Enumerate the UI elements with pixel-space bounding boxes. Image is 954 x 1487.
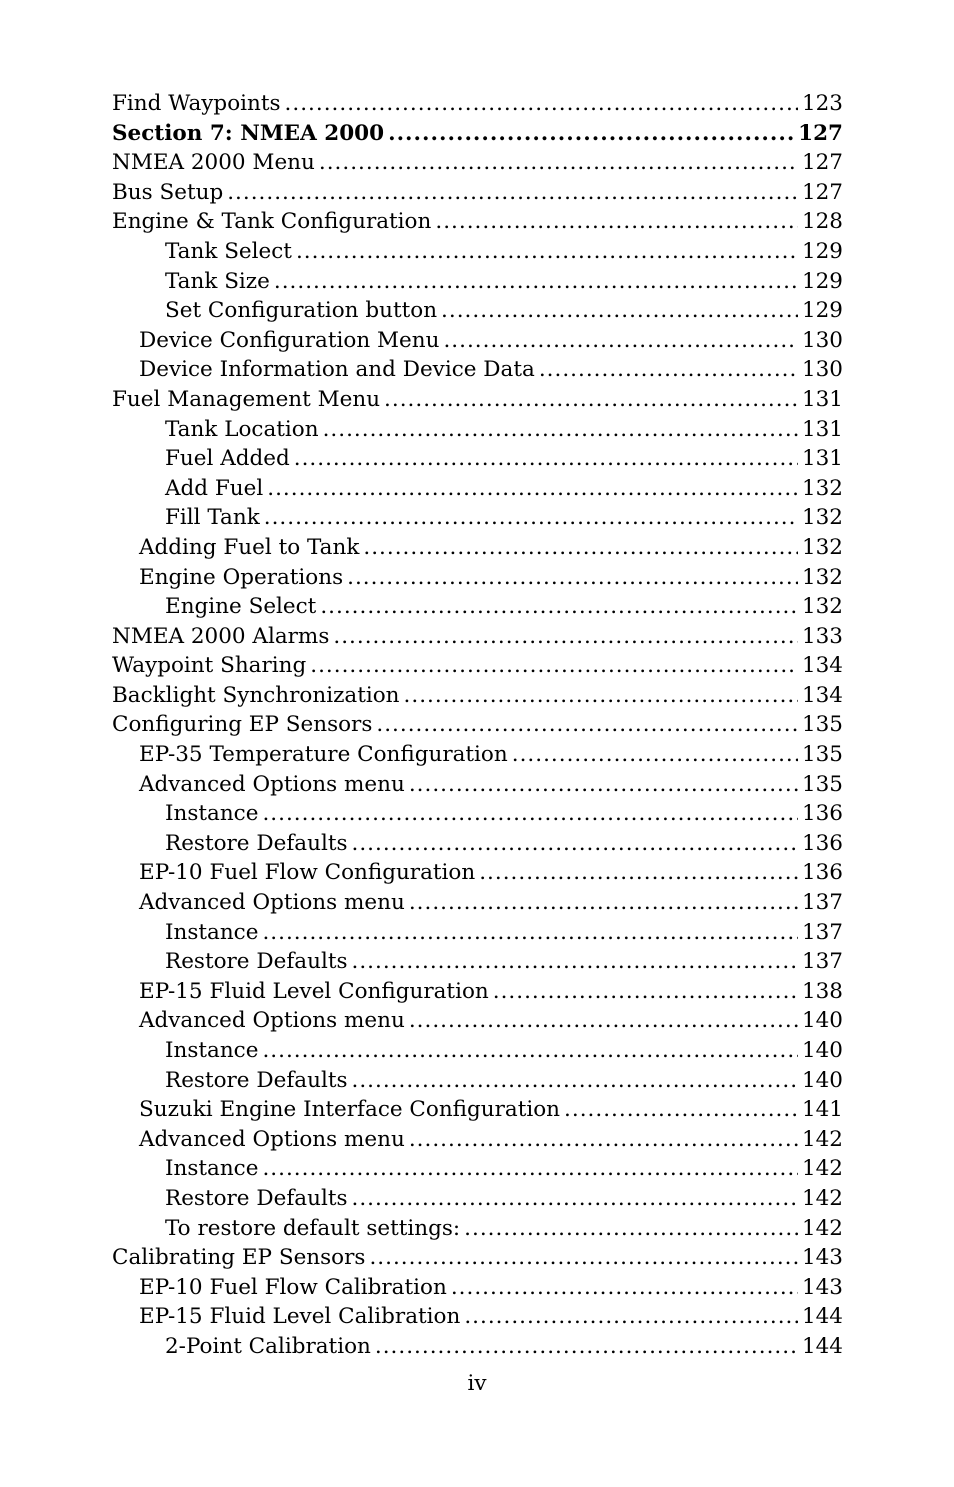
toc-entry-title: Waypoint Sharing — [112, 653, 307, 679]
toc-entry-title: Advanced Options menu — [139, 1008, 405, 1034]
dot-leader — [464, 1302, 798, 1332]
dot-leader — [319, 148, 798, 178]
dot-leader — [409, 770, 798, 800]
dot-leader — [264, 503, 798, 533]
toc-entry-title: Instance — [165, 1156, 259, 1182]
toc-entry[interactable] — [112, 503, 843, 533]
toc-entry[interactable] — [112, 681, 843, 711]
toc-entry-page-number: 143 — [801, 1245, 843, 1271]
toc-entry[interactable] — [112, 829, 843, 859]
toc-entry[interactable] — [112, 1066, 843, 1096]
dot-leader — [285, 89, 798, 119]
toc-entry[interactable] — [112, 770, 843, 800]
toc-entry[interactable] — [112, 89, 843, 119]
toc-entry-title: Tank Select — [165, 238, 292, 264]
toc-entry-title: Backlight Synchronization — [112, 682, 400, 708]
dot-leader — [352, 947, 798, 977]
toc-entry-page-number: 130 — [801, 357, 843, 383]
toc-entry[interactable] — [112, 563, 843, 593]
toc-entry[interactable] — [112, 1273, 843, 1303]
toc-entry-title: Engine & Tank Configuration — [112, 209, 432, 235]
toc-entry-title: Engine Select — [165, 594, 317, 620]
toc-entry-title: Adding Fuel to Tank — [139, 534, 360, 560]
toc-entry[interactable] — [112, 1214, 843, 1244]
toc-entry-page-number: 130 — [801, 327, 843, 353]
toc-entry-title: Restore Defaults — [165, 1185, 348, 1211]
toc-entry[interactable] — [112, 178, 843, 208]
dot-leader — [363, 533, 798, 563]
toc-entry-title: Suzuki Engine Interface Configuration — [139, 1097, 561, 1123]
toc-entry-page-number: 132 — [801, 564, 843, 590]
toc-entry-title: Configuring EP Sensors — [112, 712, 373, 738]
toc-entry-page-number: 131 — [801, 416, 843, 442]
dot-leader — [388, 119, 794, 149]
toc-entry-title: EP-15 Fluid Level Configuration — [139, 978, 489, 1004]
toc-entry[interactable] — [112, 918, 843, 948]
toc-entry[interactable] — [112, 533, 843, 563]
toc-entry-page-number: 132 — [801, 594, 843, 620]
dot-leader — [369, 1243, 798, 1273]
toc-entry-title: Section 7: NMEA 2000 — [112, 120, 385, 146]
toc-entry-title: Restore Defaults — [165, 830, 348, 856]
toc-entry-page-number: 135 — [801, 771, 843, 797]
dot-leader — [493, 977, 798, 1007]
toc-entry-title: Fuel Added — [165, 446, 290, 472]
toc-entry-title: Find Waypoints — [112, 91, 281, 116]
dot-leader — [464, 1214, 798, 1244]
toc-entry[interactable] — [112, 1006, 843, 1036]
toc-entry-page-number: 138 — [801, 978, 843, 1004]
dot-leader — [323, 415, 798, 445]
dot-leader — [352, 1184, 798, 1214]
toc-entry-page-number: 136 — [801, 860, 843, 886]
toc-entry[interactable] — [112, 444, 843, 474]
toc-entry-title: Instance — [165, 919, 259, 945]
toc-entry-title: Set Configuration button — [165, 298, 438, 324]
toc-entry-page-number: 136 — [801, 830, 843, 856]
toc-entry-page-number: 137 — [801, 919, 843, 945]
dot-leader — [539, 355, 798, 385]
toc-entry-page-number: 137 — [801, 890, 843, 916]
dot-leader — [262, 1036, 798, 1066]
toc-entry[interactable] — [112, 237, 843, 267]
toc-entry-title: Add Fuel — [165, 475, 264, 501]
toc-entry[interactable] — [112, 977, 843, 1007]
toc-entry-title: Calibrating EP Sensors — [112, 1245, 366, 1271]
toc-entry-page-number: 129 — [801, 238, 843, 264]
toc-entry-page-number: 136 — [801, 801, 843, 827]
dot-leader — [404, 681, 798, 711]
toc-entry[interactable] — [112, 1095, 843, 1125]
toc-entry[interactable] — [112, 858, 843, 888]
toc-entry-page-number: 134 — [801, 682, 843, 708]
dot-leader — [333, 622, 798, 652]
dot-leader — [409, 888, 798, 918]
table-of-contents — [112, 89, 843, 1362]
toc-entry-title: Device Configuration Menu — [139, 327, 440, 353]
toc-entry-title: Instance — [165, 1038, 259, 1063]
dot-leader — [409, 1125, 798, 1155]
toc-entry[interactable] — [112, 1302, 843, 1332]
dot-leader — [441, 296, 798, 326]
toc-entry-page-number: 135 — [801, 712, 843, 738]
dot-leader — [376, 710, 798, 740]
toc-entry-title: Advanced Options menu — [139, 771, 405, 797]
toc-entry-page-number: 142 — [801, 1126, 843, 1152]
toc-entry-page-number: 142 — [801, 1215, 843, 1241]
toc-entry-page-number: 127 — [798, 120, 843, 146]
toc-entry-title: EP-10 Fuel Flow Calibration — [139, 1274, 447, 1300]
toc-entry[interactable] — [112, 1184, 843, 1214]
toc-entry[interactable] — [112, 888, 843, 918]
dot-leader — [435, 207, 798, 237]
toc-entry-title: Fuel Management Menu — [112, 386, 381, 412]
toc-entry-page-number: 132 — [801, 475, 843, 501]
dot-leader — [262, 799, 798, 829]
toc-entry-page-number: 144 — [801, 1304, 843, 1330]
toc-entry[interactable] — [112, 592, 843, 622]
toc-entry-page-number: 132 — [801, 505, 843, 531]
dot-leader — [262, 1154, 798, 1184]
toc-entry-title: Advanced Options menu — [139, 890, 405, 916]
toc-entry-page-number: 129 — [801, 298, 843, 324]
dot-leader — [320, 592, 798, 622]
dot-leader — [409, 1006, 798, 1036]
toc-entry-title: NMEA 2000 Alarms — [112, 623, 330, 649]
dot-leader — [375, 1332, 798, 1362]
toc-entry[interactable] — [112, 1125, 843, 1155]
toc-entry-title: EP-10 Fuel Flow Configuration — [139, 860, 476, 886]
toc-entry-title: Engine Operations — [139, 564, 344, 590]
toc-entry[interactable] — [112, 622, 843, 652]
toc-entry-title: Fill Tank — [165, 505, 260, 531]
toc-entry[interactable] — [112, 267, 843, 297]
toc-entry[interactable] — [112, 947, 843, 977]
toc-entry[interactable] — [112, 1243, 843, 1273]
toc-entry[interactable] — [112, 296, 843, 326]
dot-leader — [274, 267, 798, 297]
dot-leader — [262, 918, 798, 948]
toc-entry-page-number: 140 — [801, 1067, 843, 1093]
toc-entry[interactable] — [112, 474, 843, 504]
toc-entry-page-number: 131 — [801, 386, 843, 412]
toc-entry[interactable] — [112, 799, 843, 829]
toc-entry-page-number: 137 — [801, 949, 843, 975]
toc-entry-page-number: 140 — [801, 1008, 843, 1034]
toc-entry[interactable] — [112, 740, 843, 770]
toc-entry[interactable] — [112, 119, 843, 149]
toc-entry-title: Restore Defaults — [165, 1067, 348, 1093]
toc-entry-page-number: 129 — [801, 268, 843, 294]
toc-entry-page-number: 127 — [801, 150, 843, 176]
dot-leader — [227, 178, 798, 208]
toc-entry-title: Tank Location — [165, 416, 319, 442]
toc-entry[interactable] — [112, 1036, 843, 1066]
toc-entry[interactable] — [112, 415, 843, 445]
toc-entry-page-number: 140 — [801, 1038, 843, 1063]
dot-leader — [296, 237, 798, 267]
dot-leader — [443, 326, 798, 356]
toc-entry[interactable] — [112, 1332, 843, 1362]
dot-leader — [352, 1066, 798, 1096]
toc-entry[interactable] — [112, 148, 843, 178]
toc-entry-title: Advanced Options menu — [139, 1126, 405, 1152]
toc-entry-page-number: 131 — [801, 446, 843, 472]
page-number: iv — [467, 1371, 487, 1396]
toc-entry-title: To restore default settings: — [165, 1215, 461, 1241]
dot-leader — [451, 1273, 798, 1303]
toc-entry-title: 2-Point Calibration — [165, 1333, 371, 1359]
toc-entry-page-number: 144 — [801, 1333, 843, 1359]
toc-entry-page-number: 142 — [801, 1156, 843, 1182]
dot-leader — [384, 385, 798, 415]
dot-leader — [512, 740, 798, 770]
toc-entry-page-number: 123 — [801, 91, 843, 116]
toc-entry[interactable] — [112, 355, 843, 385]
toc-entry[interactable] — [112, 385, 843, 415]
dot-leader — [479, 858, 798, 888]
toc-entry[interactable] — [112, 710, 843, 740]
toc-entry-title: NMEA 2000 Menu — [112, 150, 315, 176]
dot-leader — [352, 829, 798, 859]
toc-entry-title: EP-35 Temperature Configuration — [139, 742, 508, 768]
toc-entry[interactable] — [112, 207, 843, 237]
dot-leader — [347, 563, 798, 593]
toc-entry-page-number: 134 — [801, 653, 843, 679]
dot-leader — [294, 444, 798, 474]
toc-entry-page-number: 132 — [801, 534, 843, 560]
toc-entry[interactable] — [112, 326, 843, 356]
toc-entry-title: Restore Defaults — [165, 949, 348, 975]
toc-entry-title: Instance — [165, 801, 259, 827]
toc-entry-title: Bus Setup — [112, 179, 224, 205]
toc-entry-page-number: 127 — [801, 179, 843, 205]
dot-leader — [564, 1095, 798, 1125]
dot-leader — [267, 474, 798, 504]
toc-entry-page-number: 128 — [801, 209, 843, 235]
toc-entry-title: EP-15 Fluid Level Calibration — [139, 1304, 461, 1330]
toc-entry-page-number: 135 — [801, 742, 843, 768]
toc-entry-title: Device Information and Device Data — [139, 357, 535, 383]
dot-leader — [310, 651, 798, 681]
toc-entry[interactable] — [112, 1154, 843, 1184]
toc-entry-page-number: 143 — [801, 1274, 843, 1300]
toc-entry[interactable] — [112, 651, 843, 681]
toc-entry-page-number: 142 — [801, 1185, 843, 1211]
toc-entry-page-number: 133 — [801, 623, 843, 649]
toc-entry-title: Tank Size — [165, 268, 270, 294]
toc-entry-page-number: 141 — [801, 1097, 843, 1123]
